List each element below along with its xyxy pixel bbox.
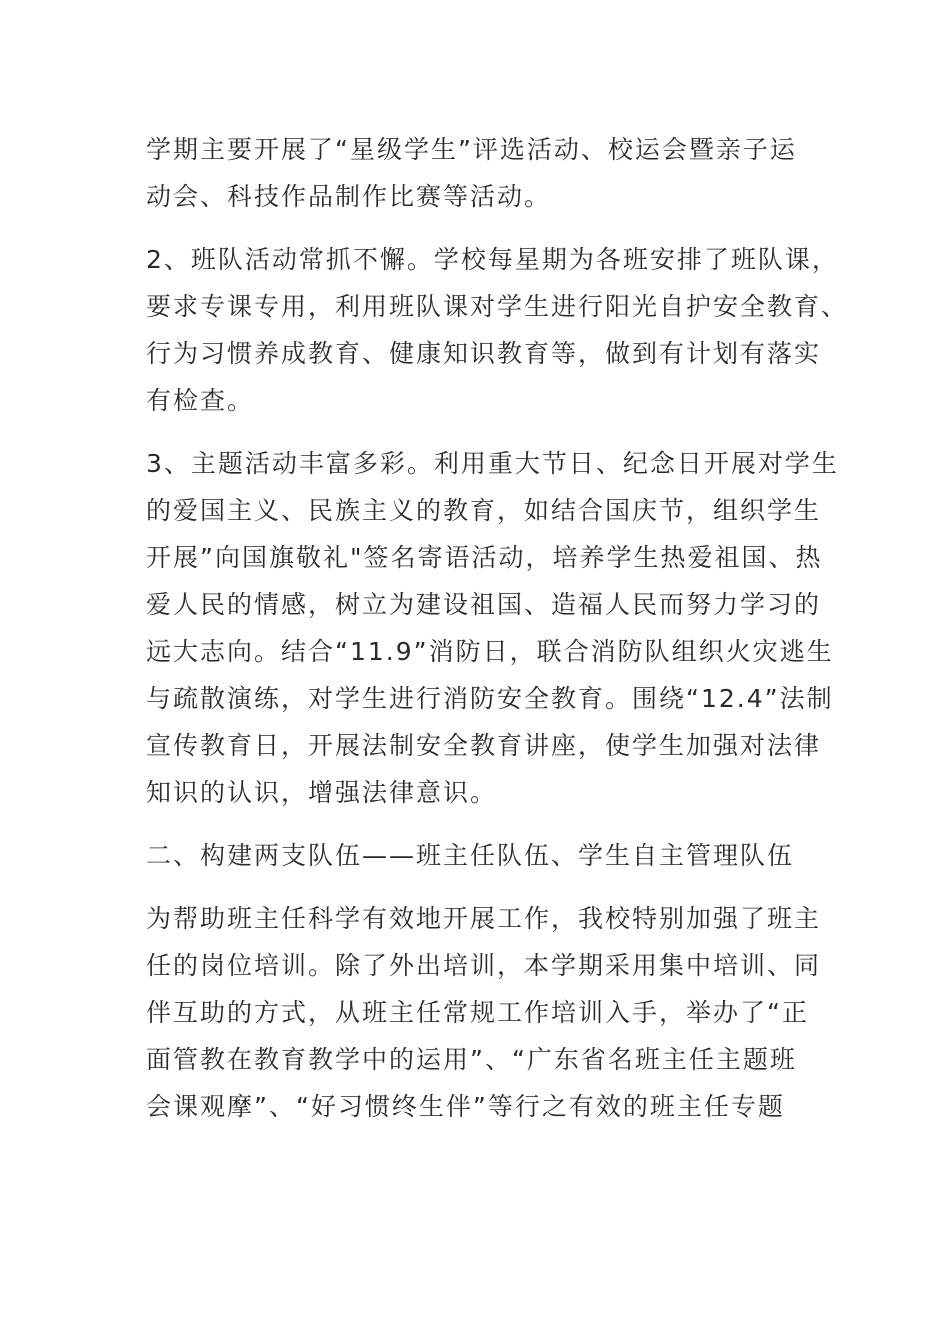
- text-line: 要求专课专用，利用班队课对学生进行阳光自护安全教育、: [146, 292, 849, 321]
- text-line: 行为习惯养成教育、健康知识教育等，做到有计划有落实: [146, 339, 822, 368]
- text-line: 会课观摩”、“好习惯终生伴”等行之有效的班主任专题: [146, 1092, 785, 1121]
- text-line: 爱人民的情感，树立为建设祖国、造福人民而努力学习的: [146, 590, 822, 619]
- text-line: 为帮助班主任科学有效地开展工作，我校特别加强了班主: [146, 904, 822, 933]
- text-line: 知识的认识，增强法律意识。: [146, 778, 498, 807]
- text-line: 开展”向国旗敬礼"签名寄语活动，培养学生热爱祖国、热: [146, 543, 823, 572]
- text-line: 面管教在教育教学中的运用”、“广东省名班主任主题班: [146, 1045, 797, 1074]
- text-line: 与疏散演练，对学生进行消防安全教育。围绕“12.4”法制: [146, 684, 834, 713]
- text-line: 学期主要开展了“星级学生”评选活动、校运会暨亲子运: [146, 135, 797, 164]
- text-line: 远大志向。结合“11.9”消防日，联合消防队组织火灾逃生: [146, 637, 834, 666]
- text-line: 动会、科技作品制作比赛等活动。: [146, 182, 552, 211]
- section-heading: 二、构建两支队伍——班主任队伍、学生自主管理队伍: [146, 841, 795, 870]
- text-line: 的爱国主义、民族主义的教育，如结合国庆节，组织学生: [146, 496, 822, 525]
- text-line: 伴互助的方式，从班主任常规工作培训入手，举办了“正: [146, 998, 809, 1027]
- paragraph-star-student-activities: [146, 126, 806, 220]
- paragraph-theme-activities: [146, 440, 839, 816]
- text-line: 有检查。: [146, 386, 255, 415]
- section-heading-two-teams: [146, 832, 806, 879]
- text-line: 2、班队活动常抓不懈。学校每星期为各班安排了班队课，: [146, 245, 839, 274]
- paragraph-class-team-activities: [146, 236, 849, 424]
- paragraph-teacher-training: [146, 895, 822, 1130]
- document-body: [146, 126, 849, 1146]
- text-line: 任的岗位培训。除了外出培训，本学期采用集中培训、同: [146, 951, 822, 980]
- text-line: 3、主题活动丰富多彩。利用重大节日、纪念日开展对学生: [146, 449, 839, 478]
- text-line: 宣传教育日，开展法制安全教育讲座，使学生加强对法律: [146, 731, 822, 760]
